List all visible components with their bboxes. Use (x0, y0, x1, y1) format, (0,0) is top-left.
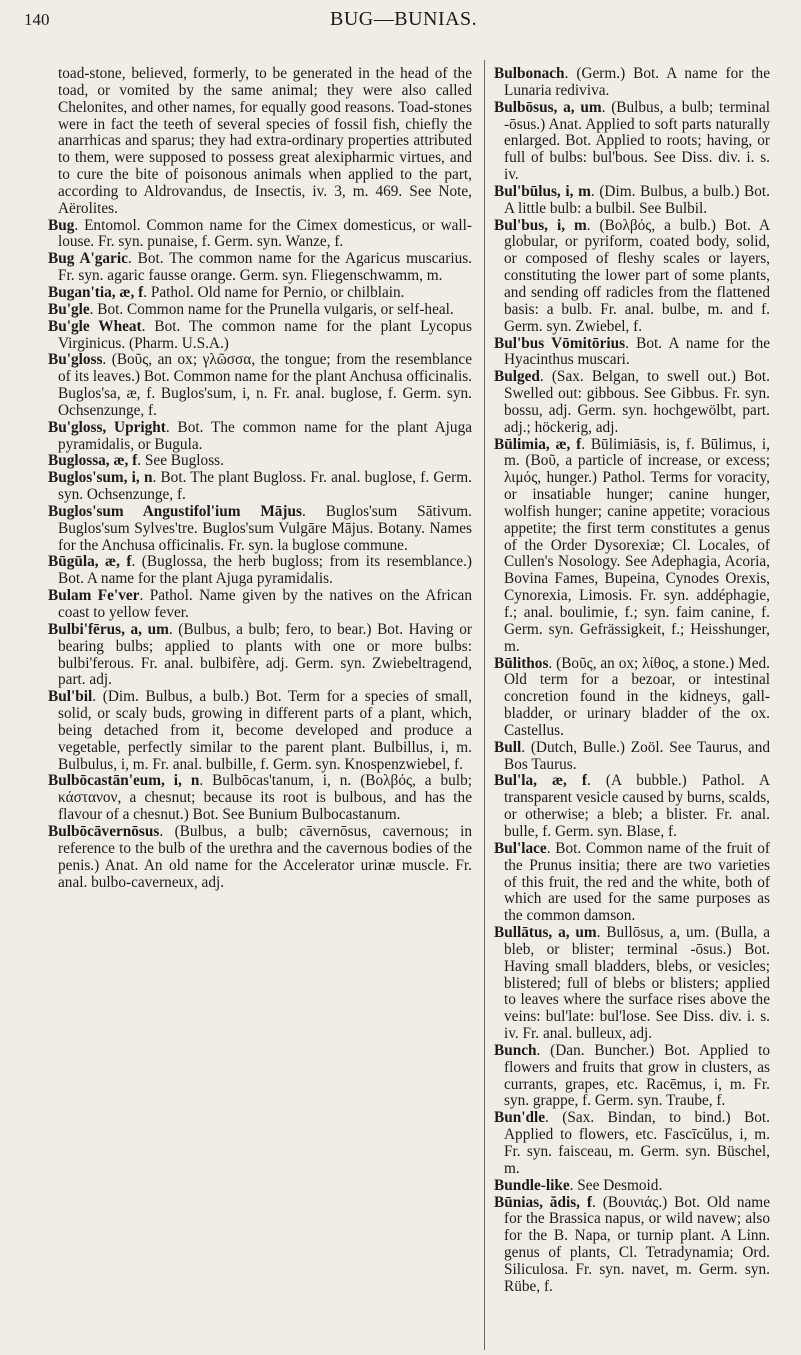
entry-headword: Bundle-like (494, 1176, 570, 1194)
dictionary-entry: Buglossa, æ, f. See Bugloss. (48, 452, 224, 470)
entry-headword: Bunch (494, 1041, 537, 1059)
dictionary-entry: Bull. (Dutch, Bulle.) Zoöl. See Taurus, and Bos Taurus. (494, 738, 770, 773)
entry-headword: Bul'bus Vōmitōrius (494, 334, 626, 352)
dictionary-entry: Bulbōcāvernōsus. (Bulbus, a bulb; cāvernōsus, cavernous; in reference to the bulb of the urethra and the cavernous bodies of the penis.) Anat. An old name for the Accelerator urinæ muscle. Fr. anal. bulbo-caverneux, adj. (48, 822, 472, 891)
entry-headword: Bull (494, 738, 522, 756)
dictionary-entry: Bu'gloss. (Βοῦς, an ox; γλῶσσα, the tongue; from the resemblance of its leaves.) Bot. Common name for the plant Anchusa officinalis. Buglos'sa, æ, f. Buglos'sum, i, n. Fr. anal. buglose, f. Germ. syn. Ochsenzunge, f. (48, 351, 472, 419)
entry-headword: Būgūla, æ, f (48, 553, 132, 571)
entry-headword: Būnias, ădis, f (494, 1193, 592, 1211)
left-column (48, 66, 472, 891)
dictionary-entry: toad-stone, believed, formerly, to be generated in the head of the toad, or vomited by the same animal; they were also called Chelonites, and other names, for equally good reasons. Toad-stones were in fact the teeth of several species of fossil fish, chiefly the anarrhicas and sparus; they had extra-ordinary properties attributed to them, were supposed to possess great alexipharmic virtues, and to cure the bite of poisonous animals when applied to the part, according to Aldrovandus, de Insectis, iv. 3, m. 469. See Note, Aërolites. (58, 65, 472, 217)
entry-headword: Bugan'tia, æ, f (48, 283, 144, 301)
dictionary-entry: Bu'gle. Bot. Common name for the Prunella vulgaris, or self-heal. (48, 300, 454, 318)
dictionary-entry: Bul'lace. Bot. Common name of the fruit of the Prunus insitia; there are two varieties of this fruit, the red and the white, both of which are used for the same purposes as the common damson. (494, 839, 770, 925)
dictionary-entry: Bu'gle Wheat. Bot. The common name for the plant Lycopus Virginicus. (Pharm. U.S.A.) (48, 317, 472, 352)
entry-headword: Bun'dle (494, 1109, 546, 1127)
entry-headword: Bulbi'fērus, a, um (48, 620, 169, 638)
dictionary-entry: Būlithos. (Βοῦς, an ox; λίθος, a stone.) Med. Old term for a bezoar, or intestinal concretion found in the kidneys, gall-bladder, or urinary bladder of the ox. Castellus. (494, 654, 770, 739)
entry-headword: Bug (48, 216, 75, 234)
entry-headword: Buglossa, æ, f (48, 452, 138, 470)
dictionary-entry: Bu'gloss, Upright. Bot. The common name for the plant Ajuga pyramidalis, or Bugula. (48, 418, 473, 453)
dictionary-entry: Bulbi'fērus, a, um. (Bulbus, a bulb; fero, to bear.) Bot. Having or bearing bulbs; applied to plants with one or more bulbs: bulbi'ferous. Fr. anal. bulbifère, adj. Germ. syn. Zwiebeltragend, part. adj. (48, 620, 472, 689)
dictionary-entry: Buglos'sum Angustifol'ium Mājus. Buglos'sum Sātivum. Buglos'sum Sylves'tre. Buglos'sum Vulgāre Mājus. Botany. Names for the Anchusa officinalis. Fr. syn. la buglose commune. (48, 502, 472, 554)
dictionary-entry: Bug. Entomol. Common name for the Cimex domesticus, or wall-louse. Fr. syn. punaise, f. Germ. syn. Wanze, f. (48, 216, 472, 251)
dictionary-entry: Bulbonach. (Germ.) Bot. A name for the Lunaria rediviva. (494, 65, 770, 99)
entry-headword: Būlimia, æ, f (494, 435, 582, 453)
dictionary-entry: Bundle-like. See Desmoid. (494, 1176, 663, 1194)
dictionary-entry: Bulged. (Sax. Belgan, to swell out.) Bot. Swelled out: gibbous. See Gibbus. Fr. syn. bossu, adj. Germ. syn. hochgewölbt, part. adj.; höckerig, adj. (494, 368, 770, 436)
entry-headword: Bulbōcastān'eum, i, n (48, 772, 200, 790)
entry-headword: Bullātus, a, um (494, 924, 597, 942)
entry-headword: Bul'la, æ, f (494, 772, 587, 790)
dictionary-entry: Bul'bus Vōmitōrius. Bot. A name for the Hyacinthus muscari. (494, 334, 771, 369)
dictionary-entry: Būgūla, æ, f. (Buglossa, the herb bugloss; from its resemblance.) Bot. A name for the plant Ajuga pyramidalis. (48, 553, 472, 588)
dictionary-entry: Bunch. (Dan. Buncher.) Bot. Applied to flowers and fruits that grow in clusters, as currants, grapes, etc. Racēmus, i, m. Fr. syn. grappe, f. Germ. syn. Traube, f. (494, 1041, 770, 1110)
dictionary-entry: Buglos'sum, i, n. Bot. The plant Bugloss. Fr. anal. buglose, f. Germ. syn. Ochsenzunge, f. (48, 469, 472, 504)
dictionary-entry: Bul'bus, i, m. (Βολβός, a bulb.) Bot. A globular, or pyriform, coated body, solid, or composed of fleshy scales or layers, constituting the lower part of some plants, and sending off radicles from the flattened basis: a bulb. Fr. anal. bulbe, m. and f. Germ. syn. Zwiebel, f. (494, 216, 770, 335)
dictionary-entry: Bun'dle. (Sax. Bindan, to bind.) Bot. Applied to flowers, etc. Fascīcŭlus, i, m. Fr. syn. faisceau, m. Germ. syn. Büschel, m. (494, 1109, 770, 1177)
dictionary-entry: Bul'bil. (Dim. Bulbus, a bulb.) Bot. Term for a species of small, solid, or scaly buds, growing in different parts of a plant, which, being detached from it, become developed and produce a vegetable, perfectly similar to the parent plant. Bulbillus, i, m. Bulbulus, i, m. Fr. anal. bulbille, f. Germ. syn. Knospenzwiebel, f. (48, 688, 472, 773)
page-number: 140 (24, 10, 50, 29)
entry-headword: Buglos'sum, i, n (48, 469, 153, 487)
entry-headword: Bul'bus, i, m (494, 216, 587, 234)
entry-headword: Buglos'sum Angustifol'ium Mājus (48, 502, 302, 520)
running-head: BUG—BUNIAS. (330, 8, 478, 30)
entry-headword: Bulged (494, 368, 540, 386)
entry-headword: Būlithos (494, 654, 549, 672)
entry-headword: Bul'bil (48, 688, 93, 706)
entry-headword: Bulbonach (494, 65, 565, 82)
dictionary-entry: Bul'būlus, i, m. (Dim. Bulbus, a bulb.) Bot. A little bulb: a bulbil. See Bulbil. (494, 182, 770, 217)
right-column (494, 66, 770, 1296)
entry-headword: Bu'gle (48, 300, 90, 318)
dictionary-entry: Bulbōsus, a, um. (Bulbus, a bulb; terminal -ōsus.) Anat. Applied to soft parts naturally enlarged. Bot. Applied to roots; having, or full of bulbs: bul'bous. See Diss. div. i. s. iv. (494, 98, 770, 184)
entry-headword: Bug A'garic (48, 250, 128, 268)
dictionary-entry: Bulbōcastān'eum, i, n. Bulbōcas'tanum, i, n. (Βολβός, a bulb; κάστανον, a chesnut; because its root is bulbous, and has the flavour of a chesnut.) Bot. See Bunium Bulbocastanum. (48, 772, 472, 824)
entry-headword: Bulbōcāvernōsus (48, 822, 160, 840)
dictionary-entry: Bug A'garic. Bot. The common name for the Agaricus muscarius. Fr. syn. agaric fausse orange. Germ. syn. Fliegenschwamm, m. (48, 250, 472, 285)
entry-headword: Bu'gloss, Upright (48, 418, 166, 436)
entry-headword: Bu'gloss (48, 351, 103, 369)
page-header (0, 0, 801, 40)
entry-headword: Bulam Fe'ver (48, 587, 140, 605)
dictionary-entry: Būlimia, æ, f. Būlimiāsis, is, f. Būlimus, i, m. (Βοῦ, a particle of increase, or excess; λιμός, hunger.) Pathol. Terms for voracity, or insatiable hunger; canine hunger, wolfish hunger; canine appetite; voracious appetite; the first term constitutes a genus of the Order Dysorexiæ; Cl. Locales, of Cullen's Nosology. See Adephagia, Acoria, Bovina Fames, Bupeina, Cynodes Orexis, Cynorexia, Limosis. Fr. syn. addéphagie, f.; anal. boulimie, f.; syn. faim canine, f. Germ. syn. Gefrässigkeit, f.; Heisshunger, m. (494, 435, 770, 655)
dictionary-entry: Būnias, ădis, f. (Βουνιάς.) Bot. Old name for the Brassica napus, or wild navew; also for the B. Napa, or turnip plant. A Linn. genus of plants, Cl. Tetradynamia; Ord. Siliculosa. Fr. syn. navet, m. Germ. syn. Rübe, f. (494, 1193, 770, 1295)
column-divider (484, 60, 485, 1350)
entry-headword: Bu'gle Wheat (48, 317, 142, 335)
entry-headword: Bul'lace (494, 839, 547, 857)
entry-headword: Bul'būlus, i, m (494, 182, 591, 200)
dictionary-entry: Bullātus, a, um. Bullōsus, a, um. (Bulla, a bleb, or blister; terminal -ōsus.) Bot. Having small bladders, blebs, or vesicles; blistered; full of blebs or blisters; applied to leaves where the surface rises above the veins: bul'late: bul'lose. See Diss. div. i. s. iv. Fr. anal. bulleux, adj. (494, 924, 770, 1043)
dictionary-entry: Bugan'tia, æ, f. Pathol. Old name for Pernio, or chilblain. (48, 283, 405, 301)
dictionary-entry: Bulam Fe'ver. Pathol. Name given by the natives on the African coast to yellow fever. (48, 587, 472, 621)
entry-headword: Bulbōsus, a, um (494, 98, 602, 116)
dictionary-entry: Bul'la, æ, f. (A bubble.) Pathol. A transparent vesicle caused by burns, scalds, or otherwise; a bleb; a blister. Fr. anal. bulle, f. Germ. syn. Blase, f. (494, 772, 770, 840)
